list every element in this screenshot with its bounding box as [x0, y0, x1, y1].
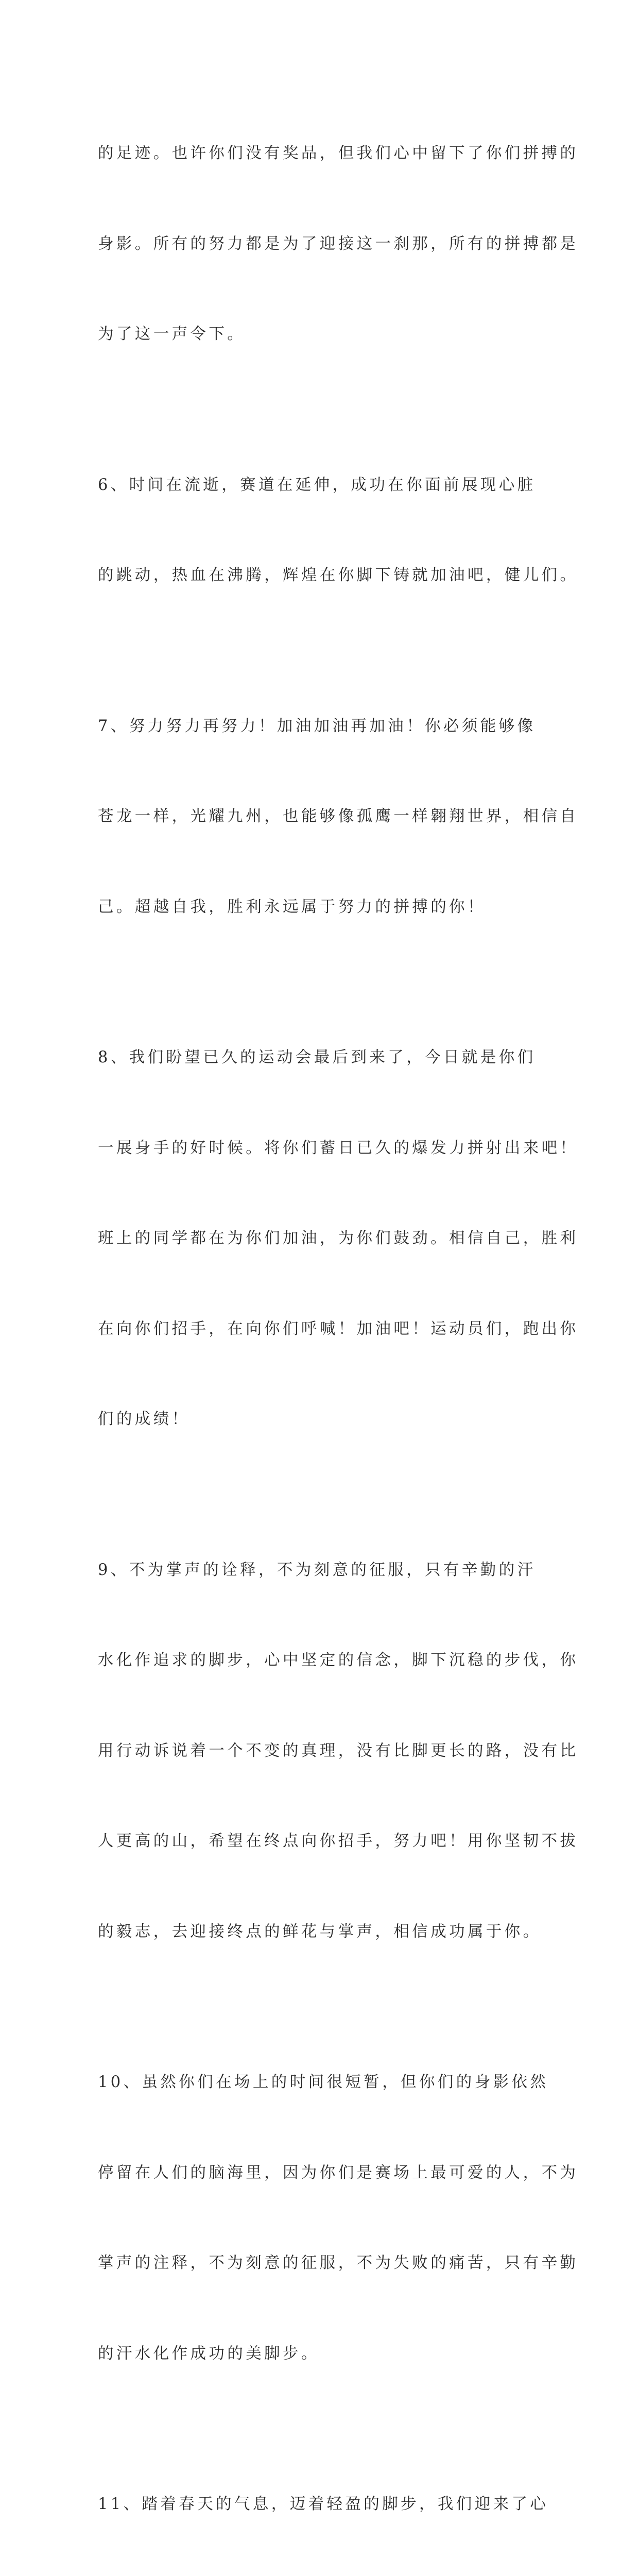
text-line: 己。超越自我，胜利永远属于努力的拼搏的你！: [98, 897, 486, 916]
text-line: 掌声的注释，不为刻意的征服，不为失败的痛苦，只有辛勤: [98, 2254, 579, 2272]
text-line: 7、努力努力再努力！加油加油再加油！你必须能够像: [98, 717, 536, 735]
paragraph-item-9: [98, 1495, 579, 2008]
paragraph-continuation: [98, 78, 579, 410]
text-line: 停留在人们的脑海里，因为你们是赛场上最可爱的人，不为: [98, 2163, 579, 2182]
text-line: 的跳动，热血在沸腾，辉煌在你脚下铸就加油吧，健儿们。: [98, 566, 579, 584]
text-line: 为了这一声令下。: [98, 325, 246, 343]
paragraph-item-8: [98, 982, 579, 1495]
text-line: 用行动诉说着一个不变的真理，没有比脚更长的路，没有比: [98, 1741, 579, 1760]
text-line: 6、时间在流逝，赛道在延伸，成功在你面前展现心脏: [98, 476, 536, 494]
paragraph-item-7: [98, 651, 579, 983]
paragraph-item-6: [98, 410, 579, 651]
text-line: 一展身手的好时候。将你们蓄日已久的爆发力拼射出来吧！: [98, 1139, 579, 1157]
paragraph-item-10: [98, 2007, 579, 2429]
text-line: 的毅志，去迎接终点的鲜花与掌声，相信成功属于你。: [98, 1922, 542, 1941]
text-line: 水化作追求的脚步，心中坚定的信念，脚下沉稳的步伐，你: [98, 1651, 579, 1669]
text-line: 身影。所有的努力都是为了迎接这一刹那，所有的拼搏都是: [98, 234, 579, 253]
text-line: 班上的同学都在为你们加油，为你们鼓劲。相信自己，胜利: [98, 1229, 579, 1247]
text-line: 苍龙一样，光耀九州，也能够像孤鹰一样翱翔世界，相信自: [98, 807, 579, 825]
text-line: 人更高的山，希望在终点向你招手，努力吧！用你坚韧不拔: [98, 1832, 579, 1850]
text-line: 们的成绩！: [98, 1410, 191, 1428]
document-body: [98, 78, 579, 2576]
text-line: 11、踏着春天的气息，迈着轻盈的脚步，我们迎来了心: [98, 2495, 549, 2513]
paragraph-item-11: [98, 2429, 549, 2576]
text-line: 的足迹。也许你们没有奖品，但我们心中留下了你们拼搏的: [98, 144, 579, 162]
text-line: 的汗水化作成功的美脚步。: [98, 2344, 320, 2363]
text-line: 10、虽然你们在场上的时间很短暂，但你们的身影依然: [98, 2073, 549, 2091]
text-line: 8、我们盼望已久的运动会最后到来了，今日就是你们: [98, 1048, 536, 1066]
text-line: 在向你们招手，在向你们呼喊！加油吧！运动员们，跑出你: [98, 1319, 579, 1338]
text-line: 9、不为掌声的诠释，不为刻意的征服，只有辛勤的汗: [98, 1561, 536, 1579]
